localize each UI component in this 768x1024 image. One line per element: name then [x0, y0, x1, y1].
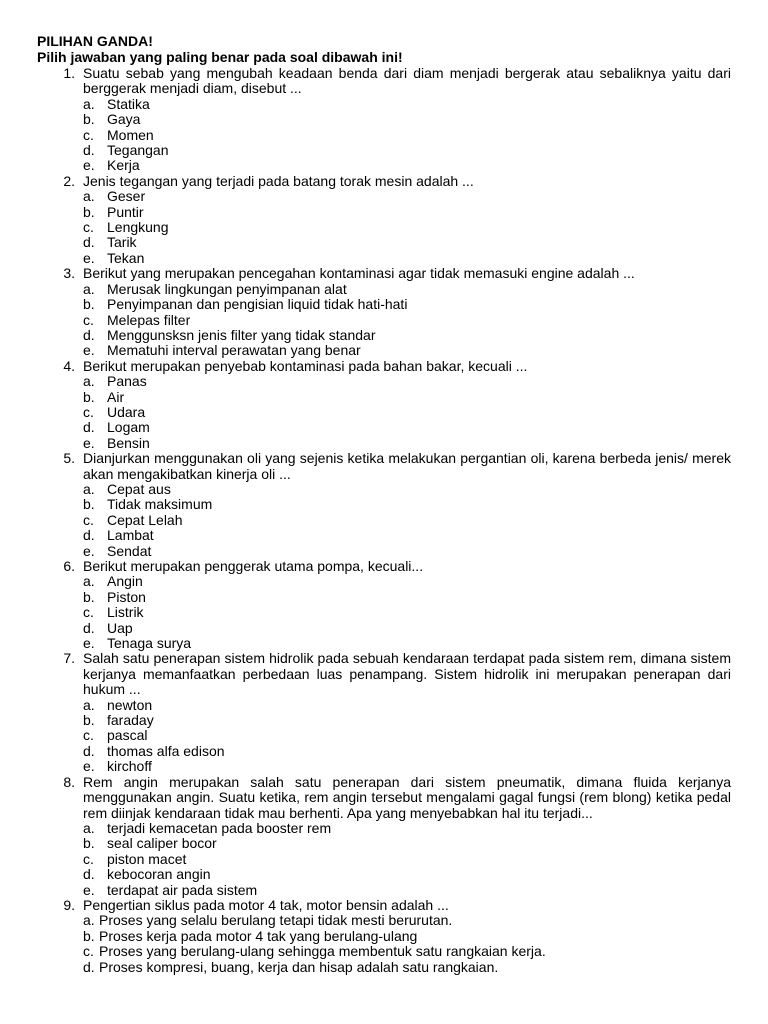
option-text: Listrik	[107, 604, 144, 621]
option-letter: e.	[83, 542, 95, 559]
option-text: Proses kerja pada motor 4 tak yang berulang-ulang	[99, 927, 418, 944]
option-e	[37, 883, 731, 898]
option-text: Gaya	[107, 111, 141, 128]
option-text: piston macet	[107, 850, 187, 867]
option-c	[37, 944, 731, 959]
question-number: 8.	[63, 773, 75, 790]
option-letter: c.	[83, 727, 94, 744]
question-number: 7.	[63, 650, 75, 667]
option-text: Mematuhi interval perawatan yang benar	[107, 342, 361, 359]
option-letter: b.	[83, 588, 95, 605]
option-letter: a.	[83, 573, 95, 590]
option-letter: d.	[83, 619, 95, 636]
option-a	[37, 913, 731, 928]
option-letter: d.	[83, 958, 95, 975]
option-letter: d.	[83, 142, 95, 159]
question-row	[37, 898, 731, 913]
question-4	[37, 359, 731, 451]
option-list	[37, 913, 731, 975]
option-letter: c.	[83, 219, 94, 236]
question-number: 2.	[63, 172, 75, 189]
option-e	[37, 759, 731, 774]
question-row	[37, 66, 731, 97]
option-text: Bensin	[107, 434, 150, 451]
question-text: Berikut merupakan penggerak utama pompa, kecuali...	[83, 558, 424, 574]
option-text: Kerja	[107, 157, 140, 174]
question-6	[37, 559, 731, 651]
question-number: 9.	[63, 896, 75, 913]
question-text: Dianjurkan menggunakan oli yang sejenis ketika melakukan pergantian oli, karena berbeda jenis/ merek akan mengakibatkan kinerja oli ...	[83, 450, 731, 482]
instruction-text: Pilih jawaban yang paling benar pada soal dibawah ini!	[37, 48, 403, 65]
option-text: terdapat air pada sistem	[107, 881, 258, 898]
option-letter: b.	[83, 203, 95, 220]
option-letter: c.	[83, 126, 94, 143]
option-a	[37, 574, 731, 589]
question-row	[37, 451, 731, 482]
option-letter: a.	[83, 696, 95, 713]
question-text: Jenis tegangan yang terjadi pada batang torak mesin adalah ...	[83, 172, 474, 189]
question-row	[37, 775, 731, 821]
option-letter: e.	[83, 157, 95, 174]
option-letter: d.	[83, 866, 95, 883]
question-number: 1.	[63, 65, 75, 81]
header	[37, 34, 737, 65]
question-text: Rem angin merupakan salah satu penerapan dari sistem pneumatik, dimana fluida kerjanya menggunakan angin. Suatu ketika, rem angin tersebut mengalami gagal fungsi (rem blong) ketika pedal rem diinjak kendaraan tidak mau berhenti. Apa yang menyebabkan hal itu terjadi...	[83, 773, 731, 821]
option-text: Lengkung	[107, 219, 169, 236]
option-letter: a.	[83, 373, 95, 390]
option-text: Uap	[107, 619, 133, 636]
option-text: Statika	[107, 95, 150, 112]
option-letter: c.	[83, 511, 94, 528]
option-b	[37, 929, 731, 944]
option-letter: e.	[83, 249, 95, 266]
option-text: Piston	[107, 588, 146, 605]
question-text: Berikut merupakan penyebab kontaminasi pada bahan bakar, kecuali ...	[83, 357, 528, 374]
option-letter: c.	[83, 604, 94, 621]
option-list	[37, 821, 731, 898]
option-c	[37, 728, 731, 743]
question-text: Berikut yang merupakan pencegahan kontaminasi agar tidak memasuki engine adalah ...	[83, 265, 635, 282]
option-text: Tegangan	[107, 142, 169, 159]
option-text: Logam	[107, 419, 150, 436]
option-letter: b.	[83, 111, 95, 128]
option-text: Momen	[107, 126, 154, 143]
option-c	[37, 605, 731, 620]
option-b	[37, 836, 731, 851]
option-letter: b.	[83, 496, 95, 513]
option-letter: d.	[83, 326, 95, 343]
option-d	[37, 328, 731, 343]
option-text: Geser	[107, 188, 146, 205]
option-text: seal caliper bocor	[107, 835, 217, 852]
question-list	[37, 66, 731, 975]
question-row	[37, 651, 731, 697]
option-text: Tidak maksimum	[107, 496, 213, 513]
question-row	[37, 559, 731, 574]
option-b	[37, 112, 731, 127]
option-letter: c.	[83, 850, 94, 867]
question-text: Suatu sebab yang mengubah keadaan benda dari diam menjadi bergerak atau sebaliknya yaitu dari berggerak menjadi diam, disebut ...	[83, 65, 731, 97]
option-text: Tarik	[107, 234, 137, 251]
option-text: Proses yang berulang-ulang sehingga membentuk satu rangkaian kerja.	[99, 943, 546, 960]
option-text: Proses kompresi, buang, kerja dan hisap adalah satu rangkaian.	[99, 958, 499, 975]
option-text: Menggunsksn jenis filter yang tidak standar	[107, 326, 376, 343]
option-letter: c.	[83, 403, 94, 420]
page-title: PILIHAN GANDA!	[37, 33, 153, 49]
option-d	[37, 420, 731, 435]
question-row	[37, 359, 731, 374]
option-letter: e.	[83, 758, 95, 775]
option-letter: a.	[83, 480, 95, 497]
option-text: Udara	[107, 403, 146, 420]
option-a	[37, 698, 731, 713]
option-letter: b.	[83, 712, 95, 729]
option-a	[37, 189, 731, 204]
option-b	[37, 713, 731, 728]
option-e	[37, 436, 731, 451]
option-list	[37, 698, 731, 775]
option-letter: a.	[83, 280, 95, 297]
option-letter: d.	[83, 419, 95, 436]
option-list	[37, 97, 731, 174]
question-7	[37, 651, 731, 774]
option-d	[37, 528, 731, 543]
option-letter: e.	[83, 434, 95, 451]
option-a	[37, 374, 731, 389]
option-a	[37, 282, 731, 297]
option-a	[37, 482, 731, 497]
option-letter: e.	[83, 635, 95, 652]
question-text: Salah satu penerapan sistem hidrolik pada sebuah kendaraan terdapat pada sistem rem, dimana sistem kerjanya memanfaatkan perbedaan luas penampang. Sistem hidrolik ini merupakan penerapan dari hukum ...	[83, 650, 731, 698]
question-number: 4.	[63, 357, 75, 374]
question-8	[37, 775, 731, 898]
option-d	[37, 621, 731, 636]
option-c	[37, 513, 731, 528]
option-text: kebocoran angin	[107, 866, 211, 883]
question-2	[37, 174, 731, 266]
option-letter: e.	[83, 881, 95, 898]
option-letter: e.	[83, 342, 95, 359]
option-text: thomas alfa edison	[107, 742, 225, 759]
option-letter: b.	[83, 927, 95, 944]
option-text: Angin	[107, 573, 143, 590]
option-b	[37, 297, 731, 312]
option-d	[37, 143, 731, 158]
question-row	[37, 174, 731, 189]
option-text: faraday	[107, 712, 154, 729]
option-b	[37, 497, 731, 512]
option-c	[37, 313, 731, 328]
option-list	[37, 482, 731, 559]
option-text: Panas	[107, 373, 147, 390]
option-e	[37, 251, 731, 266]
option-list	[37, 374, 731, 451]
option-e	[37, 544, 731, 559]
option-b	[37, 205, 731, 220]
option-c	[37, 128, 731, 143]
option-list	[37, 282, 731, 359]
option-letter: d.	[83, 234, 95, 251]
question-row	[37, 266, 731, 281]
option-a	[37, 821, 731, 836]
option-e	[37, 158, 731, 173]
option-text: Tenaga surya	[107, 635, 192, 652]
option-c	[37, 220, 731, 235]
option-d	[37, 867, 731, 882]
option-d	[37, 960, 731, 975]
option-letter: a.	[83, 819, 95, 836]
option-text: Merusak lingkungan penyimpanan alat	[107, 280, 347, 297]
option-b	[37, 590, 731, 605]
option-letter: a.	[83, 95, 95, 112]
option-text: Puntir	[107, 203, 144, 220]
option-letter: b.	[83, 296, 95, 313]
option-letter: d.	[83, 742, 95, 759]
option-letter: b.	[83, 835, 95, 852]
option-letter: c.	[83, 311, 94, 328]
option-text: terjadi kemacetan pada booster rem	[107, 819, 332, 836]
option-d	[37, 235, 731, 250]
option-list	[37, 574, 731, 651]
option-letter: a.	[83, 188, 95, 205]
question-9	[37, 898, 731, 975]
option-d	[37, 744, 731, 759]
question-3	[37, 266, 731, 358]
option-a	[37, 97, 731, 112]
question-text: Pengertian siklus pada motor 4 tak, motor bensin adalah ...	[83, 896, 449, 913]
option-text: Sendat	[107, 542, 152, 559]
question-1	[37, 66, 731, 174]
option-letter: d.	[83, 527, 95, 544]
option-b	[37, 390, 731, 405]
question-number: 5.	[63, 450, 75, 467]
question-number: 3.	[63, 265, 75, 282]
option-letter: b.	[83, 388, 95, 405]
option-text: newton	[107, 696, 153, 713]
option-c	[37, 852, 731, 867]
option-letter: a.	[83, 912, 95, 929]
question-number: 6.	[63, 558, 75, 574]
option-text: Air	[107, 388, 125, 405]
option-text: pascal	[107, 727, 148, 744]
option-text: Tekan	[107, 249, 145, 266]
option-text: kirchoff	[107, 758, 152, 775]
option-text: Cepat aus	[107, 480, 171, 497]
option-text: Penyimpanan dan pengisian liquid tidak hati-hati	[107, 296, 408, 313]
option-e	[37, 343, 731, 358]
option-text: Proses yang selalu berulang tetapi tidak mesti berurutan.	[99, 912, 453, 929]
option-letter: c.	[83, 943, 94, 960]
option-e	[37, 636, 731, 651]
option-c	[37, 405, 731, 420]
option-text: Melepas filter	[107, 311, 191, 328]
option-list	[37, 189, 731, 266]
question-5	[37, 451, 731, 559]
option-text: Cepat Lelah	[107, 511, 183, 528]
option-text: Lambat	[107, 527, 154, 544]
